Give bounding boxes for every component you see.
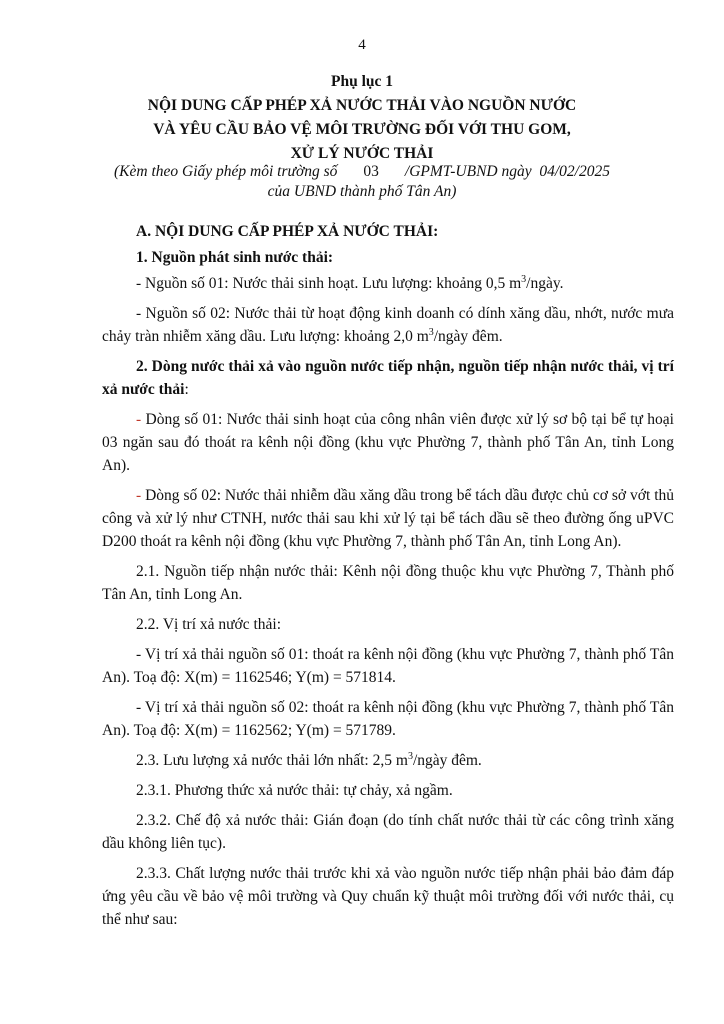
- document-body: [102, 220, 674, 938]
- heading-2-text: 2. Dòng nước thải xả vào nguồn nước tiếp nhận, nguồn tiếp nhận nước thải, vị trí xả nước thải: [102, 358, 674, 398]
- subtitle-prefix: (Kèm theo Giấy phép môi trường số: [114, 163, 338, 180]
- heading-2: [102, 355, 674, 401]
- para-2-3-1: 2.3.1. Phương thức xả nước thải: tự chảy, xả ngầm.: [136, 782, 453, 799]
- para-2-3-3: 2.3.3. Chất lượng nước thải trước khi xả vào nguồn nước tiếp nhận phải bảo đảm đáp ứng yêu cầu về bảo vệ môi trường và Quy chuẩn kỹ thuật môi trường đối với nước thải, cụ thể như sau:: [102, 865, 674, 928]
- source-1-text: - Nguồn số 01: Nước thải sinh hoạt. Lưu lượng: khoảng 0,5 m: [136, 275, 522, 292]
- source-1-sup: 3: [521, 273, 527, 285]
- discharge-location-1: - Vị trí xả thải nguồn số 01: thoát ra kênh nội đồng (khu vực Phường 7, thành phố Tân An). Toạ độ: X(m) = 1162546; Y(m) = 571814.: [102, 646, 674, 686]
- source-2: [102, 302, 674, 348]
- appendix-label: Phụ lục 1: [330, 73, 393, 90]
- discharge-location-2: - Vị trí xả thải nguồn số 02: thoát ra kênh nội đồng (khu vực Phường 7, thành phố Tân An). Toạ độ: X(m) = 1162562; Y(m) = 571789.: [102, 699, 674, 739]
- dong-2: [102, 484, 674, 553]
- source-2-sup: 3: [428, 326, 434, 338]
- subtitle-mid: /GPMT-UBND ngày: [404, 163, 532, 180]
- source-1-tail: /ngày.: [526, 275, 564, 292]
- dong-1-dash: -: [136, 411, 142, 428]
- dong-1: [102, 408, 674, 477]
- para-2-3: [102, 749, 674, 772]
- para-2-3-sup: 3: [407, 750, 413, 762]
- title-line-1: NỘI DUNG CẤP PHÉP XẢ NƯỚC THẢI VÀO NGUỒN NƯỚC: [147, 97, 577, 114]
- heading-2-colon: :: [184, 381, 189, 398]
- source-2-tail: /ngày đêm.: [433, 328, 503, 345]
- subtitle-line-2: của UBND thành phố Tân An): [267, 183, 457, 200]
- heading-1: 1. Nguồn phát sinh nước thải:: [136, 249, 334, 266]
- dong-2-text: Dòng số 02: Nước thải nhiễm dầu xăng dầu trong bể tách dầu được chủ cơ sở vớt thủ công và xử lý như CTNH, nước thải sau khi xử lý tại bể tách dầu sẽ theo đường ống uPVC D200 thoát ra kênh nội đồng (khu vực Phường 7, thành phố Tân An, tỉnh Long An).: [102, 487, 674, 550]
- para-2-3-2: 2.3.2. Chế độ xả nước thải: Gián đoạn (do tính chất nước thải từ các công trình xăng dầu không liên tục).: [102, 812, 674, 852]
- para-2-1: 2.1. Nguồn tiếp nhận nước thải: Kênh nội đồng thuộc khu vực Phường 7, Thành phố Tân An, tỉnh Long An.: [102, 563, 674, 603]
- source-1: [102, 272, 674, 295]
- title-line-2: VÀ YÊU CẦU BẢO VỆ MÔI TRƯỜNG ĐỐI VỚI THU GOM,: [153, 121, 571, 138]
- para-2-3-text: 2.3. Lưu lượng xả nước thải lớn nhất: 2,5 m: [136, 752, 408, 769]
- title-line-3: XỬ LÝ NƯỚC THẢI: [290, 145, 434, 162]
- page-number: 4: [358, 37, 366, 53]
- para-2-3-tail: /ngày đêm.: [412, 752, 482, 769]
- para-2-2: 2.2. Vị trí xả nước thải:: [136, 616, 282, 633]
- section-a-heading: A. NỘI DUNG CẤP PHÉP XẢ NƯỚC THẢI:: [136, 223, 439, 240]
- permit-date: 04/02/2025: [539, 163, 610, 180]
- dong-2-dash: -: [136, 487, 142, 504]
- source-2-text: - Nguồn số 02: Nước thải từ hoạt động kinh doanh có dính xăng dầu, nhớt, nước mưa chảy tràn nhiễm xăng dầu. Lưu lượng: khoảng 2,0 m: [102, 305, 674, 345]
- permit-number: 03: [363, 163, 379, 180]
- dong-1-text: Dòng số 01: Nước thải sinh hoạt của công nhân viên được xử lý sơ bộ tại bể tự hoại 03 ngăn sau đó thoát ra kênh nội đồng (khu vực Phường 7, thành phố Tân An, tỉnh Long An).: [102, 411, 674, 474]
